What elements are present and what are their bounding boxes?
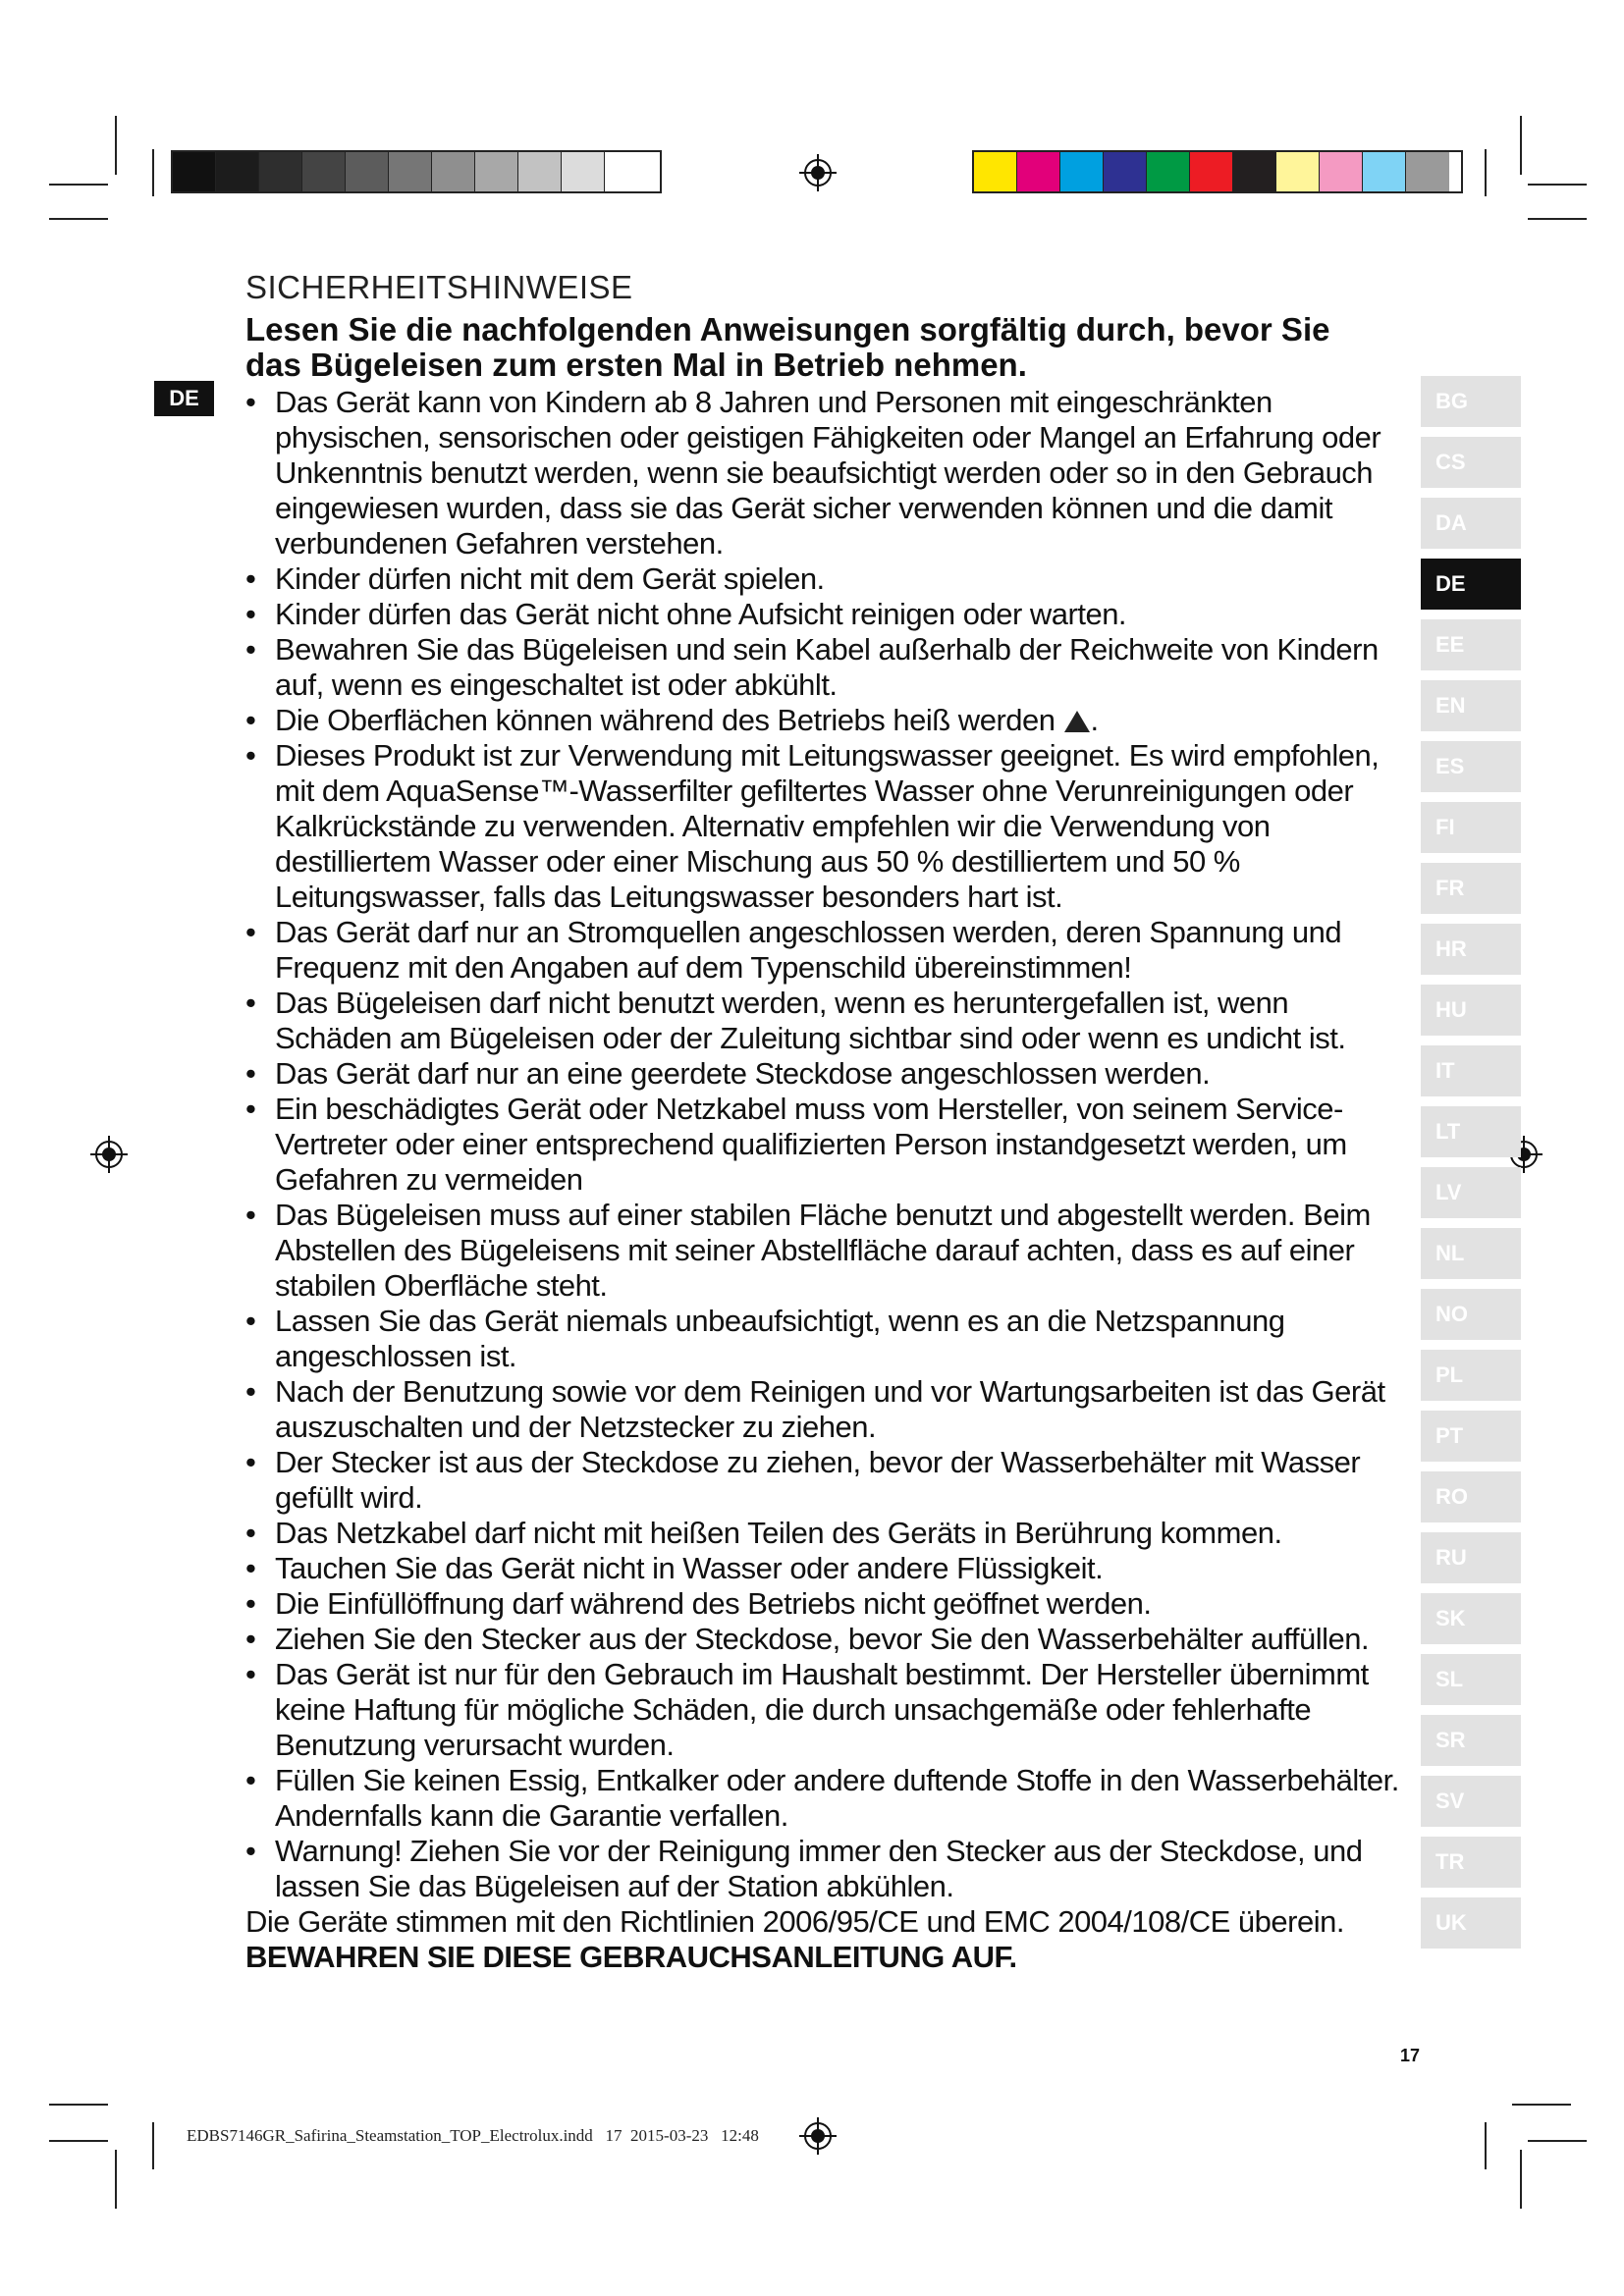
color-swatch (1104, 152, 1147, 191)
safety-item-text: Der Stecker ist aus der Steckdose zu ziehen, bevor der Wasserbehälter mit Wasser gefüllt wird. (275, 1445, 1361, 1515)
safety-item (245, 1056, 1404, 1092)
crop-mark (152, 149, 154, 196)
registration-mark-icon (90, 1136, 128, 1173)
color-swatch (1017, 152, 1060, 191)
color-swatch (346, 152, 389, 191)
color-swatch (605, 152, 648, 191)
language-tab-pt[interactable]: PT (1421, 1411, 1521, 1462)
language-tab-lt[interactable]: LT (1421, 1106, 1521, 1157)
language-tab-sk[interactable]: SK (1421, 1593, 1521, 1644)
safety-item-text: Kinder dürfen das Gerät nicht ohne Aufsicht reinigen oder warten. (275, 597, 1127, 631)
safety-item-text: Nach der Benutzung sowie vor dem Reinigen und vor Wartungsarbeiten ist das Gerät auszuschalten und der Netzstecker zu ziehen. (275, 1374, 1385, 1444)
safety-item-text: Das Bügeleisen darf nicht benutzt werden, wenn es heruntergefallen ist, wenn Schäden am Bügeleisen oder der Zuleitung sichtbar sind oder wenn es undicht ist. (275, 986, 1346, 1055)
color-swatch (1276, 152, 1320, 191)
language-tab-ro[interactable]: RO (1421, 1471, 1521, 1522)
language-tab-fi[interactable]: FI (1421, 802, 1521, 853)
language-tab-hu[interactable]: HU (1421, 985, 1521, 1036)
color-swatch (1320, 152, 1363, 191)
footer-timestamp: 2015-03-23 12:48 (630, 2126, 759, 2145)
safety-item-text: Das Gerät ist nur für den Gebrauch im Haushalt bestimmt. Der Hersteller übernimmt keine Haftung für mögliche Schäden, die durch unsachgemäße oder fehlerhafte Benutzung verursacht wurden. (275, 1657, 1369, 1762)
page-number: 17 (1400, 2046, 1421, 2065)
color-swatch (974, 152, 1017, 191)
color-swatch (1406, 152, 1449, 191)
cmyk-color-bar (972, 150, 1463, 193)
print-footer (187, 2126, 759, 2146)
color-swatch (432, 152, 475, 191)
crop-mark (49, 2104, 108, 2106)
color-swatch (1363, 152, 1406, 191)
language-tab-bg[interactable]: BG (1421, 376, 1521, 427)
safety-item (245, 1374, 1404, 1445)
color-swatch (518, 152, 562, 191)
color-swatch (216, 152, 259, 191)
safety-item (245, 1657, 1404, 1763)
grayscale-color-bar (171, 150, 662, 193)
safety-item (245, 561, 1404, 597)
language-tab-no[interactable]: NO (1421, 1289, 1521, 1340)
language-tab-en[interactable]: EN (1421, 680, 1521, 731)
safety-item-text: Ein beschädigtes Gerät oder Netzkabel muss vom Hersteller, von seinem Service-Vertreter oder einer entsprechend qualifizierten Person instandgesetzt werden, um Gefahren zu vermeiden (275, 1092, 1347, 1197)
keep-manual-notice: BEWAHREN SIE DIESE GEBRAUCHSANLEITUNG AUF. (245, 1940, 1017, 1974)
safety-item-text: Die Oberflächen können während des Betriebs heiß werden (275, 703, 1056, 737)
section-title: SICHERHEITSHINWEISE (245, 269, 633, 305)
color-swatch (1060, 152, 1104, 191)
safety-item-text: Das Bügeleisen muss auf einer stabilen Fläche benutzt und abgestellt werden. Beim Abstellen des Bügeleisens mit seiner Abstellfläche darauf achten, dass es auf einer stabilen Oberfläche steht. (275, 1198, 1371, 1303)
crop-mark (1520, 2150, 1522, 2209)
safety-item (245, 632, 1404, 703)
color-swatch (302, 152, 346, 191)
language-tab-es[interactable]: ES (1421, 741, 1521, 792)
safety-item (245, 738, 1404, 915)
hot-surface-suffix: . (1090, 703, 1099, 737)
language-tab-de[interactable]: DE (1421, 559, 1521, 610)
color-swatch (389, 152, 432, 191)
crop-mark (49, 2140, 108, 2142)
safety-item (245, 1763, 1404, 1834)
color-swatch (1190, 152, 1233, 191)
safety-item (245, 1586, 1404, 1622)
crop-mark (115, 116, 117, 175)
safety-item (245, 1834, 1404, 1904)
crop-mark (1528, 2140, 1587, 2142)
safety-item (245, 915, 1404, 986)
color-swatch (475, 152, 518, 191)
language-tab-lv[interactable]: LV (1421, 1167, 1521, 1218)
language-tab-it[interactable]: IT (1421, 1045, 1521, 1096)
safety-item-text: Füllen Sie keinen Essig, Entkalker oder andere duftende Stoffe in den Wasserbehälter. Andernfalls kann die Garantie verfallen. (275, 1763, 1399, 1833)
safety-item-text: Bewahren Sie das Bügeleisen und sein Kabel außerhalb der Reichweite von Kindern auf, wenn es eingeschaltet ist oder abkühlt. (275, 632, 1379, 702)
safety-item (245, 1445, 1404, 1516)
registration-mark-icon (799, 154, 837, 191)
language-tab-ee[interactable]: EE (1421, 619, 1521, 670)
safety-item-text: Die Einfüllöffnung darf während des Betriebs nicht geöffnet werden. (275, 1586, 1152, 1621)
side-language-tag: DE (154, 381, 214, 416)
safety-item (245, 703, 1404, 738)
safety-item (245, 1551, 1404, 1586)
crop-mark (1485, 149, 1487, 196)
intro-heading: Lesen Sie die nachfolgenden Anweisungen sorgfältig durch, bevor Sie das Bügeleisen zum ersten Mal in Betrieb nehmen. (245, 311, 1330, 383)
language-tab-sr[interactable]: SR (1421, 1715, 1521, 1766)
safety-item-text: Ziehen Sie den Stecker aus der Steckdose, bevor Sie den Wasserbehälter auffüllen. (275, 1622, 1370, 1656)
crop-mark (152, 2122, 154, 2169)
color-swatch (562, 152, 605, 191)
safety-item-text: Das Gerät darf nur an Stromquellen angeschlossen werden, deren Spannung und Frequenz mit den Angaben auf dem Typenschild übereinstimmen! (275, 915, 1342, 985)
safety-item (245, 385, 1404, 561)
safety-item-text: Das Netzkabel darf nicht mit heißen Teilen des Geräts in Berührung kommen. (275, 1516, 1282, 1550)
crop-mark (115, 2150, 117, 2209)
language-tabs (1421, 376, 1521, 1958)
safety-content (245, 385, 1404, 1975)
safety-item (245, 1622, 1404, 1657)
crop-mark (1512, 2104, 1571, 2106)
color-swatch (259, 152, 302, 191)
safety-item-text: Das Gerät kann von Kindern ab 8 Jahren und Personen mit eingeschränkten physischen, sensorischen oder geistigen Fähigkeiten oder Mangel an Erfahrung oder Unkenntnis benutzt werden, wenn sie beaufsichtigt werden oder so in den Gebrauch eingewiesen wurden, dass sie das Gerät sicher verwenden können und die damit verbundenen Gefahren verstehen. (275, 385, 1381, 561)
language-tab-uk[interactable]: UK (1421, 1897, 1521, 1949)
crop-mark (1485, 2122, 1487, 2169)
color-swatch (1147, 152, 1190, 191)
hot-surface-warning-icon (1064, 711, 1090, 732)
safety-item-text: Kinder dürfen nicht mit dem Gerät spielen. (275, 561, 825, 596)
registration-mark-icon (799, 2117, 837, 2155)
footer-file: EDBS7146GR_Safirina_Steamstation_TOP_Electrolux.indd 17 (187, 2126, 623, 2145)
safety-item (245, 1304, 1404, 1374)
safety-item-text: Das Gerät darf nur an eine geerdete Steckdose angeschlossen werden. (275, 1056, 1211, 1091)
language-tab-sv[interactable]: SV (1421, 1776, 1521, 1827)
language-tab-hr[interactable]: HR (1421, 924, 1521, 975)
color-swatch (173, 152, 216, 191)
language-tab-pl[interactable]: PL (1421, 1350, 1521, 1401)
safety-item-text: Dieses Produkt ist zur Verwendung mit Leitungswasser geeignet. Es wird empfohlen, mit dem AquaSense™-Wasserfilter gefiltertes Wasser ohne Verunreinigungen oder Kalkrückstände zu verwenden. Alternativ empfehlen wir die Verwendung von destilliertem Wasser oder einer Mischung aus 50 % destilliertem und 50 % Leitungswasser, falls das Leitungswasser besonders hart ist. (275, 738, 1380, 914)
language-tab-tr[interactable]: TR (1421, 1837, 1521, 1888)
safety-list (245, 385, 1404, 1904)
safety-item-text: Warnung! Ziehen Sie vor der Reinigung immer den Stecker aus der Steckdose, und lassen Sie das Bügeleisen auf der Station abkühlen. (275, 1834, 1363, 1903)
safety-item (245, 1092, 1404, 1198)
compliance-statement: Die Geräte stimmen mit den Richtlinien 2006/95/CE und EMC 2004/108/CE überein. (245, 1904, 1344, 1939)
crop-mark (49, 184, 108, 186)
safety-item (245, 986, 1404, 1056)
language-tab-nl[interactable]: NL (1421, 1228, 1521, 1279)
language-tab-sl[interactable]: SL (1421, 1654, 1521, 1705)
safety-item (245, 1516, 1404, 1551)
safety-item (245, 597, 1404, 632)
language-tab-ru[interactable]: RU (1421, 1532, 1521, 1583)
language-tab-cs[interactable]: CS (1421, 437, 1521, 488)
crop-mark (1520, 116, 1522, 175)
crop-mark (49, 218, 108, 220)
crop-mark (1528, 218, 1587, 220)
safety-item-text: Lassen Sie das Gerät niemals unbeaufsichtigt, wenn es an die Netzspannung angeschlossen ist. (275, 1304, 1285, 1373)
crop-mark (1528, 184, 1587, 186)
safety-item (245, 1198, 1404, 1304)
language-tab-da[interactable]: DA (1421, 498, 1521, 549)
color-swatch (1233, 152, 1276, 191)
safety-item-text: Tauchen Sie das Gerät nicht in Wasser oder andere Flüssigkeit. (275, 1551, 1104, 1585)
language-tab-fr[interactable]: FR (1421, 863, 1521, 914)
